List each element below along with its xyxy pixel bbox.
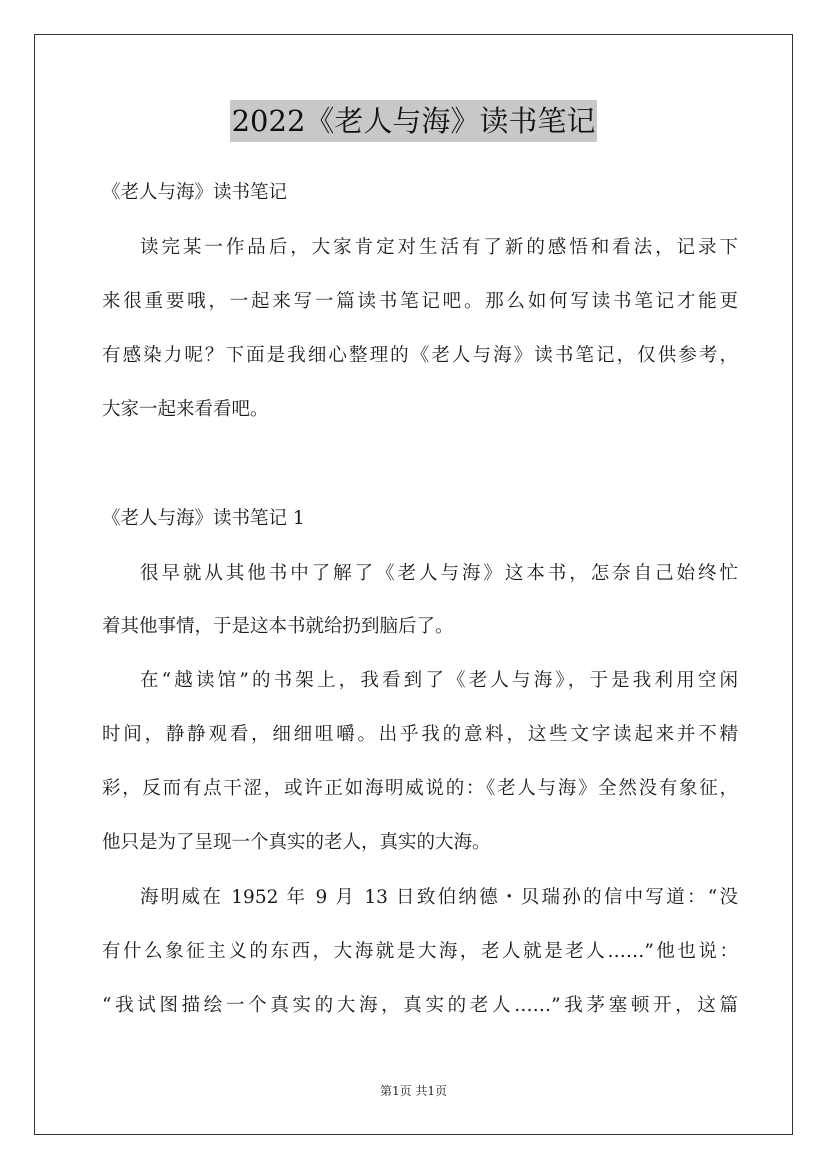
subtitle-line: 《老人与海》读书笔记	[102, 182, 288, 203]
paragraph-line: 有什么象征主义的东西，大海就是大海，老人就是老人……”他也说：	[102, 941, 738, 962]
paragraph-line: 很早就从其他书中了解了《老人与海》这本书，怎奈自己始终忙	[140, 563, 738, 584]
paragraph-line: 着其他事情，于是这本书就给扔到脑后了。	[102, 616, 454, 637]
paragraph-line: 在“越读馆”的书架上，我看到了《老人与海》，于是我利用空闲	[140, 670, 738, 691]
paragraph-line: 读完某一作品后，大家肯定对生活有了新的感悟和看法，记录下	[140, 237, 738, 258]
section-heading: 《老人与海》读书笔记 1	[102, 508, 305, 529]
paragraph-line: “我试图描绘一个真实的大海，真实的老人……”我茅塞顿开，这篇	[102, 995, 738, 1016]
paragraph-line: 有感染力呢？下面是我细心整理的《老人与海》读书笔记，仅供参考，	[102, 345, 738, 366]
paragraph-line: 他只是为了呈现一个真实的老人，真实的大海。	[102, 832, 491, 853]
document-title: 2022《老人与海》读书笔记	[230, 100, 598, 142]
paragraph-line: 来很重要哦，一起来写一篇读书笔记吧。那么如何写读书笔记才能更	[102, 291, 738, 312]
paragraph-line: 彩，反而有点干涩，或许正如海明威说的：《老人与海》全然没有象征，	[102, 778, 738, 799]
paragraph-line: 时间，静静观看，细细咀嚼。出乎我的意料，这些文字读起来并不精	[102, 724, 738, 745]
paragraph-line: 大家一起来看看吧。	[102, 399, 269, 420]
page-footer: 第1页 共1页	[379, 1084, 448, 1098]
paragraph-line: 海明威在 1952 年 9 月 13 日致伯纳德・贝瑞孙的信中写道：“没	[140, 887, 738, 908]
title-container	[0, 100, 827, 142]
